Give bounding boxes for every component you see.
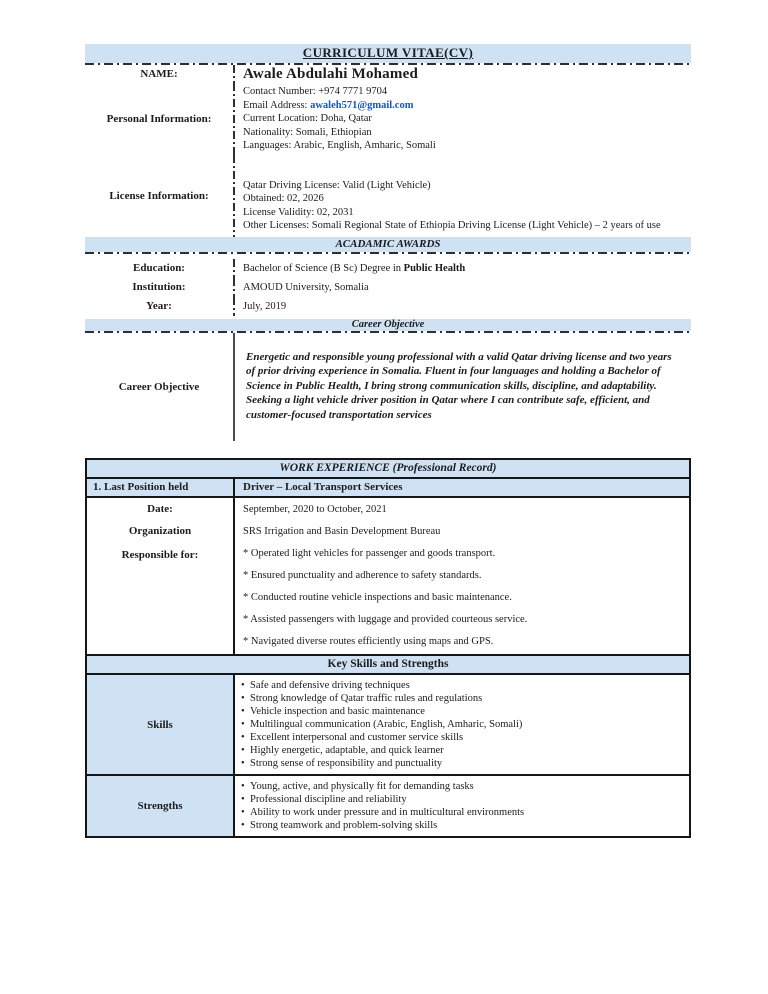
- work-experience-table: [85, 458, 691, 839]
- strengths-list: [235, 776, 689, 836]
- institution-row: [85, 278, 691, 297]
- location-line: Current Location: Doha, Qatar: [243, 113, 372, 124]
- career-objective-cell: [233, 333, 691, 441]
- license-info-row: [85, 155, 691, 237]
- skills-label: Skills: [87, 675, 235, 774]
- license-line: Obtained: 02, 2026: [243, 193, 324, 204]
- position-row: [87, 477, 689, 496]
- name-cell: [233, 65, 691, 83]
- degree-major: Public Health: [403, 262, 466, 274]
- skill-item: • Safe and defensive driving techniques: [239, 679, 683, 692]
- responsibilities-row: [87, 542, 689, 655]
- responsibility-item: * Operated light vehicles for passenger and goods transport.: [243, 547, 496, 559]
- date-value: September, 2020 to October, 2021: [243, 503, 387, 515]
- document-title: CURRICULUM VITAE(CV): [302, 45, 474, 60]
- date-row: [87, 496, 689, 520]
- license-info-cell: [233, 155, 691, 237]
- skills-row: [87, 673, 689, 774]
- strengths-label: Strengths: [87, 776, 235, 836]
- email-label: Email Address:: [243, 99, 308, 111]
- skill-item: • Strong knowledge of Qatar traffic rules and regulations: [239, 692, 683, 705]
- responsibilities-label: Responsible for:: [87, 542, 235, 655]
- strengths-row: [87, 774, 689, 836]
- strength-item: • Ability to work under pressure and in multicultural environments: [239, 806, 683, 819]
- name-value: Awale Abdulahi Mohamed: [243, 66, 418, 82]
- skill-item: • Multilingual communication (Arabic, English, Amharic, Somali): [239, 718, 683, 731]
- academic-awards-band: ACADAMIC AWARDS: [85, 237, 691, 252]
- degree-prefix: Bachelor of Science (B Sc) Degree in: [243, 262, 404, 274]
- contact-number-label: Contact Number:: [243, 86, 316, 97]
- career-objective-band: Career Objective: [85, 319, 691, 331]
- institution-label: Institution:: [132, 281, 186, 293]
- contact-number-line: [243, 85, 685, 98]
- cv-document: [85, 44, 691, 838]
- personal-info-cell: [233, 83, 691, 155]
- license-line: Qatar Driving License: Valid (Light Vehicle): [243, 179, 431, 191]
- document-title-band: [85, 44, 691, 63]
- strength-item: • Strong teamwork and problem-solving skills: [239, 819, 683, 832]
- education-row: [85, 254, 691, 278]
- year-row: [85, 297, 691, 319]
- key-skills-header: Key Skills and Strengths: [87, 654, 689, 673]
- skills-list: [235, 675, 689, 774]
- responsibility-item: * Conducted routine vehicle inspections and basic maintenance.: [243, 591, 512, 603]
- languages-line: Languages: Arabic, English, Amharic, Somali: [243, 140, 436, 151]
- name-label: NAME:: [140, 68, 178, 80]
- organization-row: [87, 520, 689, 542]
- strength-item: • Professional discipline and reliability: [239, 793, 683, 806]
- license-line: License Validity: 02, 2031: [243, 206, 354, 218]
- year-cell: July, 2019: [233, 297, 691, 316]
- responsibilities-cell: [235, 542, 689, 655]
- skill-item: • Vehicle inspection and basic maintenance: [239, 705, 683, 718]
- degree-text: [243, 262, 465, 275]
- name-row: [85, 65, 691, 83]
- career-objective-row: [85, 333, 691, 441]
- responsibility-item: * Assisted passengers with luggage and provided courteous service.: [243, 613, 528, 625]
- email-link[interactable]: awaleh571@gmail.com: [310, 99, 414, 111]
- strength-item: • Young, active, and physically fit for demanding tasks: [239, 780, 683, 793]
- skill-item: • Highly energetic, adaptable, and quick learner: [239, 744, 683, 757]
- education-label: Education:: [133, 262, 185, 274]
- skill-item: • Excellent interpersonal and customer service skills: [239, 731, 683, 744]
- section-gap: [85, 441, 691, 458]
- nationality-line: Nationality: Somali, Ethiopian: [243, 126, 372, 138]
- personal-info-row: [85, 83, 691, 155]
- skill-item: • Strong sense of responsibility and punctuality: [239, 757, 683, 770]
- email-line: [243, 99, 685, 112]
- responsibility-item: * Navigated diverse routes efficiently using maps and GPS.: [243, 635, 494, 647]
- position-value: Driver – Local Transport Services: [235, 479, 689, 496]
- position-label: 1. Last Position held: [87, 479, 235, 496]
- career-objective-label: Career Objective: [118, 380, 200, 393]
- institution-cell: AMOUD University, Somalia: [233, 278, 691, 297]
- license-info-label: License Information:: [109, 189, 209, 202]
- personal-info-label: Personal Information:: [106, 112, 212, 125]
- organization-label: Organization: [87, 520, 235, 542]
- responsibility-item: * Ensured punctuality and adherence to safety standards.: [243, 569, 482, 581]
- education-cell: [233, 259, 691, 278]
- career-objective-paragraph: Energetic and responsible young professional with a valid Qatar driving license and two years of prior driving experience in Somalia. Fluent in four languages and holding a Bachelor of Science in Public Health, I bring strong communication skills, discipline, and adaptability. Seeking a light vehicle driver position in Qatar where I can contribute safe, efficient, and customer-focused transportation services: [246, 350, 672, 421]
- year-label: Year:: [146, 300, 172, 312]
- contact-number-value: +974 7771 9704: [318, 86, 388, 97]
- license-line: Other Licenses: Somali Regional State of Ethiopia Driving License (Light Vehicle) – 2 years of use: [243, 220, 661, 231]
- date-label: Date:: [87, 498, 235, 520]
- organization-value: SRS Irrigation and Basin Development Bureau: [243, 525, 441, 537]
- work-experience-header: WORK EXPERIENCE (Professional Record): [87, 460, 689, 477]
